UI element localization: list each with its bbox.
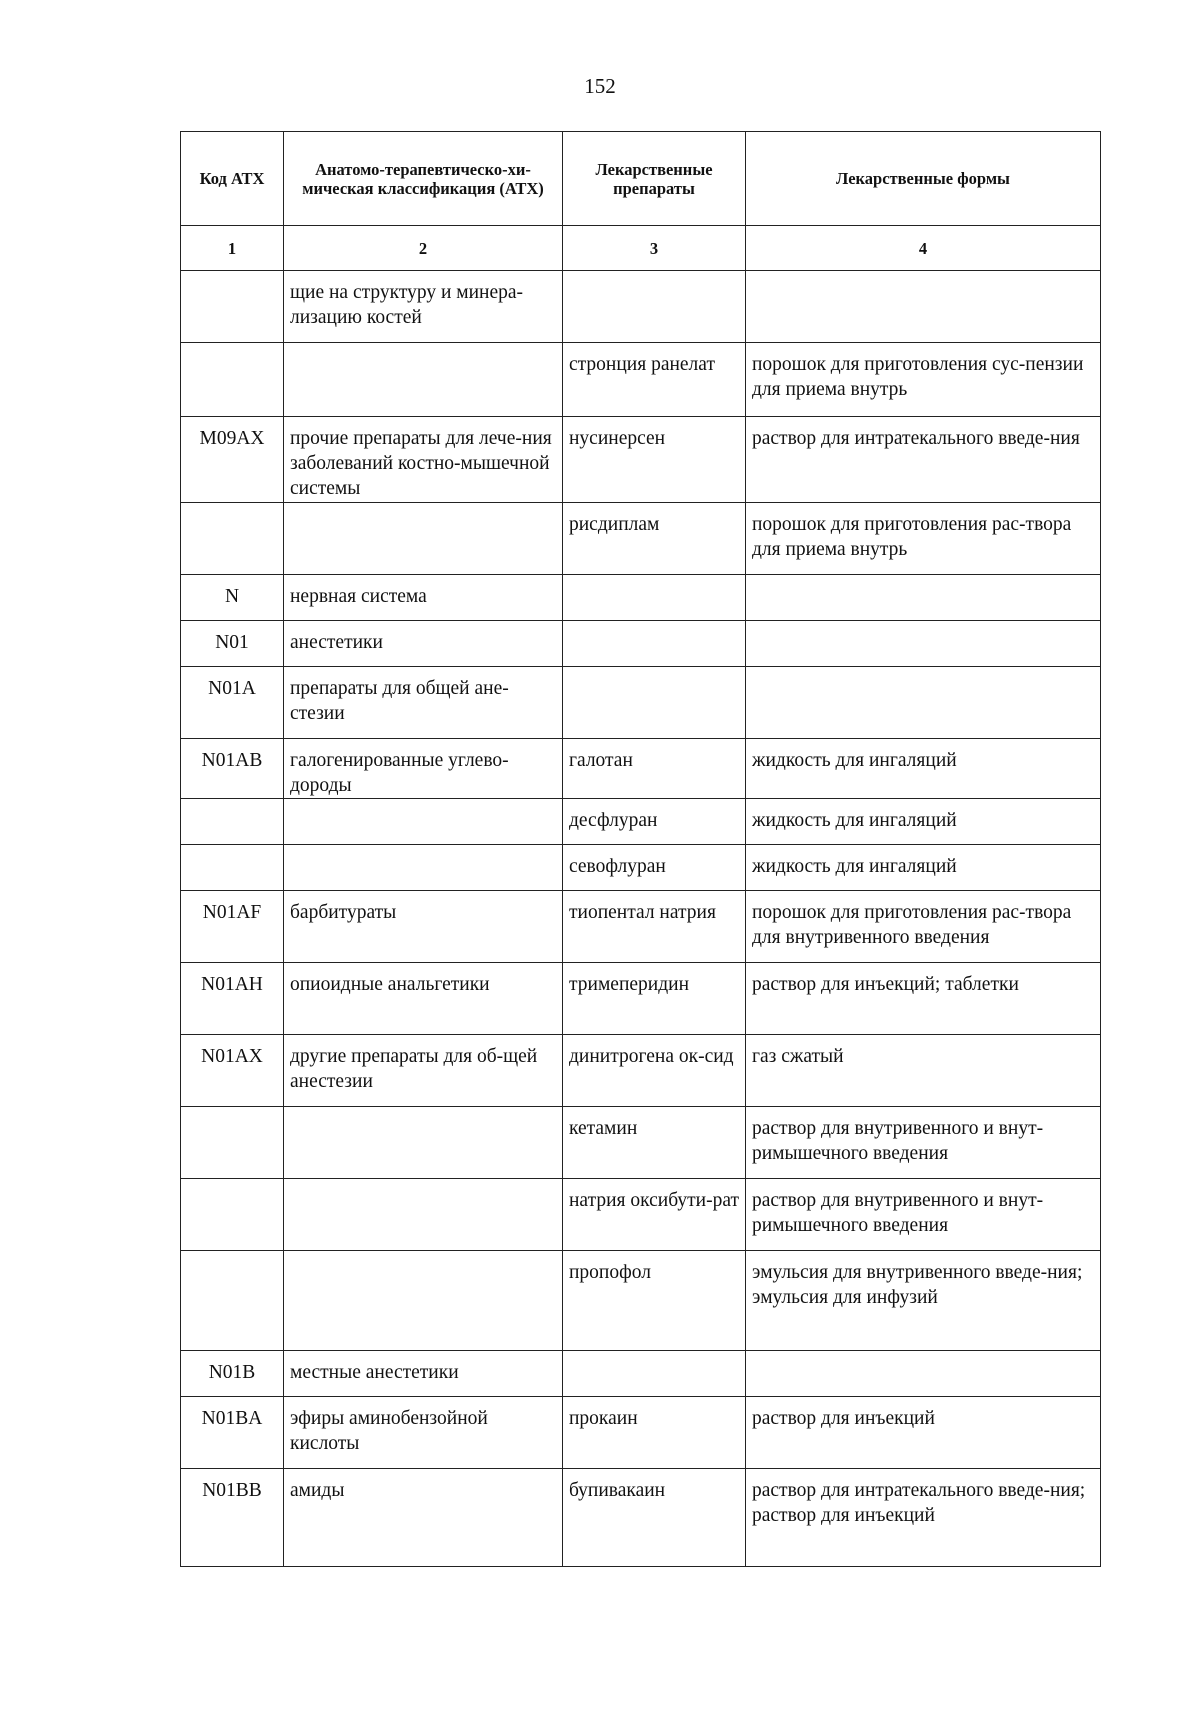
drug-name-cell-text: тримеперидин [569, 974, 690, 995]
drug-name-cell-text: пропофол [569, 1262, 651, 1283]
drug-name-cell [563, 1107, 746, 1179]
atx-code-cell-text: N01B [208, 1362, 256, 1383]
classification-cell-text: щие на структуру и минера-лизацию костей [290, 282, 524, 328]
drug-name-cell-text: прокаин [569, 1408, 638, 1429]
drug-name-cell-text: десфлуран [569, 810, 658, 831]
classification-cell-text: барбитураты [290, 902, 397, 923]
drug-name-cell-text: стронция ранелат [569, 354, 715, 375]
dosage-form-cell-text: эмульсия для внутривенного введе-ния; эмульсия для инфузий [752, 1262, 1083, 1308]
classification-cell [284, 417, 563, 503]
dosage-form-cell [746, 1035, 1101, 1107]
drug-name-cell [563, 1469, 746, 1567]
classification-cell [284, 799, 563, 845]
drug-name-cell [563, 343, 746, 417]
atx-code-cell-text [187, 1251, 277, 1260]
dosage-form-cell-text [752, 621, 1094, 630]
drug-name-cell [563, 1351, 746, 1397]
table-row [181, 1035, 1101, 1107]
classification-cell-text: другие препараты для об-щей анестезии [290, 1046, 538, 1092]
atx-code-cell [181, 845, 284, 891]
table-row [181, 1179, 1101, 1251]
atx-code-cell [181, 1397, 284, 1469]
dosage-form-cell [746, 1469, 1101, 1567]
page-number: 152 [584, 74, 616, 98]
drug-name-cell-text [569, 1351, 739, 1360]
table-row [181, 799, 1101, 845]
classification-cell-text: местные анестетики [290, 1362, 459, 1383]
classification-cell [284, 845, 563, 891]
atx-code-cell [181, 963, 284, 1035]
dosage-form-cell-text [752, 271, 1094, 280]
classification-cell [284, 667, 563, 739]
atx-code-cell [181, 503, 284, 575]
table-row [181, 1351, 1101, 1397]
dosage-form-cell-text: раствор для интратекального введе-ния; раствор для инъекций [752, 1480, 1086, 1526]
drug-name-cell [563, 1397, 746, 1469]
header-classification: Анатомо-терапевтическо-хи-мическая классификация (АТХ) [284, 132, 563, 226]
classification-cell [284, 891, 563, 963]
atx-code-cell [181, 891, 284, 963]
header-drugs: Лекарственные препараты [563, 132, 746, 226]
drug-name-cell-text [569, 621, 739, 630]
atx-code-cell [181, 667, 284, 739]
table-row [181, 1107, 1101, 1179]
classification-cell [284, 621, 563, 667]
classification-cell [284, 1397, 563, 1469]
atx-code-cell [181, 1251, 284, 1351]
classification-cell [284, 1179, 563, 1251]
dosage-form-cell-text: порошок для приготовления сус-пензии для приема внутрь [752, 354, 1084, 400]
dosage-form-cell [746, 845, 1101, 891]
column-number: 4 [746, 226, 1101, 271]
drug-name-cell-text: нусинерсен [569, 428, 666, 449]
classification-cell-text: галогенированные углево-дороды [290, 750, 509, 796]
drug-name-cell [563, 1179, 746, 1251]
dosage-form-cell-text: раствор для инъекций [752, 1408, 935, 1429]
classification-cell-text: опиоидные анальгетики [290, 974, 490, 995]
table-row [181, 575, 1101, 621]
atx-code-cell-text: N01AX [201, 1046, 263, 1067]
classification-cell [284, 1035, 563, 1107]
dosage-form-cell [746, 1251, 1101, 1351]
dosage-form-cell-text: порошок для приготовления рас-твора для приема внутрь [752, 514, 1072, 560]
dosage-form-cell [746, 271, 1101, 343]
classification-cell-text [290, 343, 556, 352]
classification-cell-text: анестетики [290, 632, 383, 653]
atx-code-cell [181, 1035, 284, 1107]
table-row [181, 845, 1101, 891]
drug-name-cell-text [569, 575, 739, 584]
dosage-form-cell-text [752, 1351, 1094, 1360]
drug-name-cell-text: кетамин [569, 1118, 638, 1139]
atx-code-cell-text: N [224, 586, 240, 607]
dosage-form-cell-text: раствор для интратекального введе-ния [752, 428, 1080, 449]
table-row [181, 343, 1101, 417]
table-row [181, 503, 1101, 575]
dosage-form-cell-text: раствор для инъекций; таблетки [752, 974, 1019, 995]
classification-cell [284, 1351, 563, 1397]
drug-name-cell [563, 575, 746, 621]
drug-name-cell [563, 271, 746, 343]
classification-cell [284, 343, 563, 417]
drug-name-cell [563, 667, 746, 739]
column-number: 3 [563, 226, 746, 271]
dosage-form-cell-text [752, 575, 1094, 584]
atx-code-cell [181, 1469, 284, 1567]
drug-name-cell [563, 1251, 746, 1351]
drug-name-cell [563, 845, 746, 891]
classification-cell-text [290, 1107, 556, 1116]
atx-code-cell [181, 271, 284, 343]
atx-code-cell [181, 799, 284, 845]
header-row [181, 132, 1101, 226]
dosage-form-cell [746, 1351, 1101, 1397]
atx-code-cell [181, 417, 284, 503]
classification-cell [284, 575, 563, 621]
classification-cell [284, 739, 563, 799]
classification-cell-text [290, 1251, 556, 1260]
atx-code-cell-text [187, 845, 277, 854]
drug-name-cell-text: динитрогена ок-сид [569, 1046, 734, 1067]
table-row [181, 271, 1101, 343]
drug-name-cell [563, 891, 746, 963]
column-number: 2 [284, 226, 563, 271]
drug-name-cell-text: рисдиплам [569, 514, 660, 535]
dosage-form-cell [746, 963, 1101, 1035]
atx-code-cell-text: N01AH [201, 974, 263, 995]
dosage-form-cell [746, 1179, 1101, 1251]
column-number-row [181, 226, 1101, 271]
classification-cell-text: амиды [290, 1480, 345, 1501]
table-row [181, 667, 1101, 739]
classification-cell-text: эфиры аминобензойной кислоты [290, 1408, 488, 1454]
atx-code-cell-text [187, 1107, 277, 1116]
drug-name-cell-text: бупивакаин [569, 1480, 666, 1501]
classification-cell-text [290, 845, 556, 854]
drug-name-cell-text: тиопентал натрия [569, 902, 716, 923]
dosage-form-cell [746, 739, 1101, 799]
dosage-form-cell [746, 891, 1101, 963]
dosage-form-cell-text [752, 667, 1094, 676]
atx-code-cell [181, 1179, 284, 1251]
drug-name-cell-text: галотан [569, 750, 633, 771]
classification-cell [284, 503, 563, 575]
classification-cell-text: прочие препараты для лече-ния заболеваний костно-мышечной системы [290, 428, 552, 499]
header-code: Код АТХ [181, 132, 284, 226]
atx-code-cell-text [187, 343, 277, 352]
atx-code-cell-text: N01AB [201, 750, 263, 771]
atx-code-cell [181, 575, 284, 621]
table-row [181, 739, 1101, 799]
dosage-form-cell-text: порошок для приготовления рас-твора для внутривенного введения [752, 902, 1072, 948]
atx-code-cell-text: N01BA [201, 1408, 263, 1429]
drug-name-cell [563, 963, 746, 1035]
table-row [181, 417, 1101, 503]
atx-code-cell-text [187, 1179, 277, 1188]
table-row [181, 1251, 1101, 1351]
classification-cell [284, 1107, 563, 1179]
atx-code-cell [181, 739, 284, 799]
dosage-form-cell [746, 1107, 1101, 1179]
atx-code-cell [181, 621, 284, 667]
atx-code-cell [181, 1351, 284, 1397]
dosage-form-cell [746, 621, 1101, 667]
classification-cell-text: нервная система [290, 586, 427, 607]
dosage-form-cell [746, 343, 1101, 417]
atx-code-cell-text: N01BB [202, 1480, 262, 1501]
atx-code-cell-text: M09AX [199, 428, 265, 449]
classification-cell-text [290, 799, 556, 808]
dosage-form-cell [746, 1397, 1101, 1469]
drug-name-cell [563, 1035, 746, 1107]
classification-cell [284, 963, 563, 1035]
drug-name-cell-text [569, 271, 739, 280]
drug-name-cell [563, 799, 746, 845]
drug-name-cell-text [569, 667, 739, 676]
drug-name-cell [563, 739, 746, 799]
drug-name-cell-text: натрия оксибути-рат [569, 1190, 740, 1211]
classification-cell-text [290, 503, 556, 512]
dosage-form-cell-text: жидкость для ингаляций [752, 856, 957, 877]
table-row [181, 621, 1101, 667]
atx-code-cell-text: N01AF [202, 902, 262, 923]
drug-name-cell [563, 621, 746, 667]
classification-cell [284, 1469, 563, 1567]
atx-code-cell-text [187, 271, 277, 280]
dosage-form-cell-text: жидкость для ингаляций [752, 750, 957, 771]
column-number: 1 [181, 226, 284, 271]
atx-code-cell-text [187, 503, 277, 512]
classification-cell-text [290, 1179, 556, 1188]
dosage-form-cell-text: раствор для внутривенного и внут-римышечного введения [752, 1118, 1044, 1164]
table-body [181, 271, 1101, 1567]
drug-name-cell [563, 417, 746, 503]
classification-cell [284, 1251, 563, 1351]
atx-code-cell [181, 1107, 284, 1179]
drug-name-cell-text: севофлуран [569, 856, 666, 877]
dosage-form-cell [746, 503, 1101, 575]
table-row [181, 1397, 1101, 1469]
classification-cell-text: препараты для общей ане-стезии [290, 678, 509, 724]
dosage-form-cell-text: газ сжатый [752, 1046, 844, 1067]
atx-table [180, 131, 1101, 1567]
table-row [181, 963, 1101, 1035]
drug-name-cell [563, 503, 746, 575]
atx-code-cell-text: N01 [215, 632, 249, 653]
table-row [181, 891, 1101, 963]
header-forms: Лекарственные формы [746, 132, 1101, 226]
atx-code-cell-text [187, 799, 277, 808]
dosage-form-cell [746, 575, 1101, 621]
dosage-form-cell-text: жидкость для ингаляций [752, 810, 957, 831]
table-row [181, 1469, 1101, 1567]
dosage-form-cell-text: раствор для внутривенного и внут-римышечного введения [752, 1190, 1044, 1236]
atx-code-cell-text: N01A [208, 678, 256, 699]
dosage-form-cell [746, 667, 1101, 739]
dosage-form-cell [746, 417, 1101, 503]
classification-cell [284, 271, 563, 343]
atx-code-cell [181, 343, 284, 417]
dosage-form-cell [746, 799, 1101, 845]
